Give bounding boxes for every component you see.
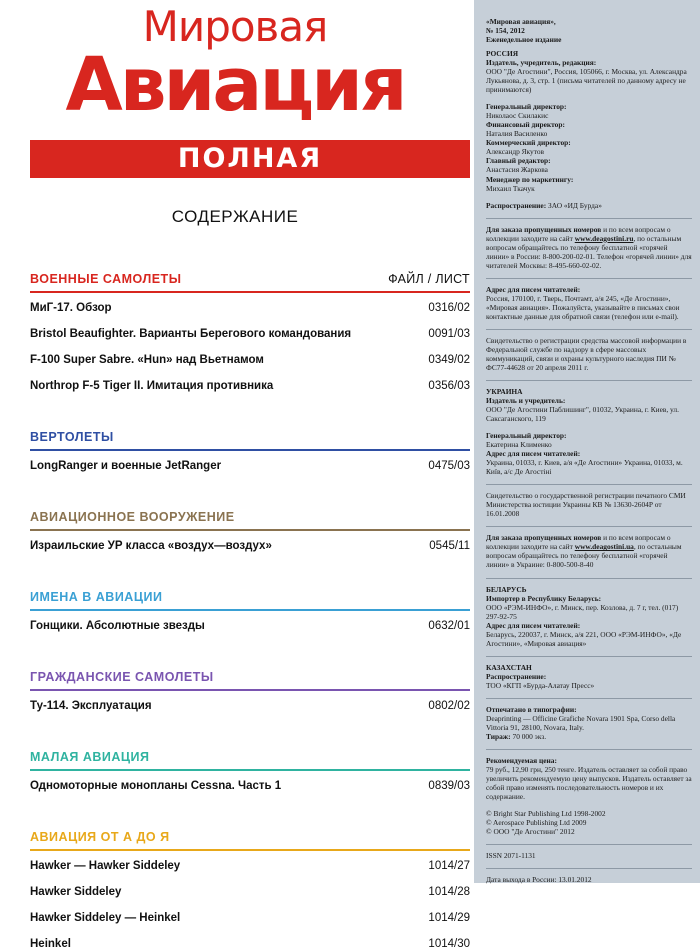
section-heading	[30, 510, 470, 526]
ua-order-heading: Для заказа пропущенных номеров	[486, 533, 602, 543]
entry-file-sheet: 0802/02	[428, 700, 470, 712]
entry-title: МиГ-17. Обзор	[30, 302, 112, 314]
section-rule	[30, 449, 470, 451]
entry-title: Northrop F-5 Tiger II. Имитация противника	[30, 380, 274, 392]
printing-heading: Отпечатано в типографии:	[486, 704, 577, 714]
letters-text: Россия, 170100, г. Тверь, Почтамт, а/я 245, «Де Агостини», «Мировая авиация». Пожалуйста, указывайте в письмах свои контактные данные для обратной связи (телефон или e-mail).	[486, 293, 680, 321]
copyright-3: © ООО "Де Агостини" 2012	[486, 827, 575, 837]
section-heading	[30, 830, 470, 846]
entry-file-sheet: 1014/27	[428, 860, 470, 872]
divider	[486, 698, 692, 699]
logo-title: Авиация	[65, 42, 405, 128]
contents-entry[interactable]	[30, 886, 470, 898]
divider	[486, 380, 692, 381]
ua-order-text-2: , по остальным вопросам обращайтесь по телефону бесплатной «горячей линии» в Украине: 0-800-500-8-40	[486, 542, 682, 570]
divider	[486, 484, 692, 485]
entry-title: F-100 Super Sabre. «Hun» над Вьетнамом	[30, 354, 264, 366]
contents-entry[interactable]	[30, 460, 470, 472]
ua-gd-heading: Генеральный директор:	[486, 431, 567, 441]
publisher-heading: Издатель, учредитель, редакция:	[486, 58, 597, 68]
section-rule	[30, 529, 470, 531]
section-rule	[30, 849, 470, 851]
order-text-2: , по остальным вопросам обращайтесь по телефону бесплатной «горячей линии» в России: 8-800-200-02-01. Телефон «горячей линии» для читателей Москвы: 8-495-660-02-02.	[486, 233, 692, 270]
fd-heading: Финансовый директор:	[486, 120, 565, 130]
entry-title: Одномоторные монопланы Cessna. Часть 1	[30, 780, 282, 792]
column-header: ФАЙЛ / ЛИСТ	[388, 272, 470, 286]
marketing-name: Михаил Ткачук	[486, 183, 535, 193]
entry-title: Израильские УР класса «воздух—воздух»	[30, 540, 272, 552]
distribution-heading: Распространение:	[486, 200, 547, 210]
contents-entry[interactable]	[30, 328, 470, 340]
fd-name: Наталия Василенко	[486, 129, 548, 139]
section-title: АВИАЦИОННОЕ ВООРУЖЕНИЕ	[30, 510, 235, 524]
ua-site-link[interactable]: www.deagostini.ua	[574, 542, 634, 552]
price-text: 79 руб., 12,90 грн, 250 тенге. Издатель оставляет за собой право увеличить рекомендуемую цену выпусков. Издатель оставляет за собой право изменять последовательность номеров и их содержание.	[486, 764, 692, 802]
entry-file-sheet: 1014/29	[428, 912, 470, 924]
print-run-heading: Тираж:	[486, 731, 511, 741]
contents-entry[interactable]	[30, 700, 470, 712]
kd-heading: Коммерческий директор:	[486, 138, 571, 148]
divider	[486, 218, 692, 219]
section-heading	[30, 750, 470, 766]
ua-letters-heading: Адрес для писем читателей:	[486, 449, 581, 459]
entry-file-sheet: 0475/03	[428, 460, 470, 472]
price-heading: Рекомендуемая цена:	[486, 755, 557, 765]
entry-file-sheet: 0632/01	[428, 620, 470, 632]
contents-entry[interactable]	[30, 540, 470, 552]
section-heading	[30, 590, 470, 606]
by-letters-text: Беларусь, 220037, г. Минск, а/я 221, ООО «РЭМ-ИНФО», «Де Агостини», «Мировая авиация»	[486, 629, 682, 648]
contents-entry[interactable]	[30, 380, 470, 392]
divider	[486, 278, 692, 279]
copyright-1: © Bright Star Publishing Ltd 1998-2002	[486, 809, 606, 819]
gd-name: Николаос Скилакис	[486, 111, 549, 121]
entry-title: Ту-114. Эксплуатация	[30, 700, 152, 712]
section-title: ИМЕНА В АВИАЦИИ	[30, 590, 163, 604]
entry-file-sheet: 1014/28	[428, 886, 470, 898]
section-title: ВОЕННЫЕ САМОЛЕТЫ	[30, 272, 182, 286]
logo-subtitle: Мировая	[142, 2, 328, 51]
divider	[486, 578, 692, 579]
entry-title: Гонщики. Абсолютные звезды	[30, 620, 205, 632]
editor-name: Анастасия Жаркова	[486, 165, 548, 175]
ua-order-text: и по всем вопросам о коллекции заходите на сайт	[486, 533, 671, 552]
order-heading: Для заказа пропущенных номеров	[486, 224, 602, 234]
certificate-text: Свидетельство о регистрации средства массовой информации в Федеральной службе по надзору в сфере массовых коммуникаций, связи и охраны культурного наследия ПИ № ФС77-44628 от 20 апреля 2011 г.	[486, 335, 687, 372]
issn: ISSN 2071-1131	[486, 851, 536, 861]
entry-file-sheet: 0091/03	[428, 328, 470, 340]
section-title: ГРАЖДАНСКИЕ САМОЛЕТЫ	[30, 670, 214, 684]
contents-entry[interactable]	[30, 354, 470, 366]
marketing-heading: Менеджер по маркетингу:	[486, 174, 574, 184]
section-rule	[30, 291, 470, 293]
publisher-text: ООО "Де Агостини", Россия, 105066, г. Москва, ул. Александра Лукьянова, д. 3, стр. 1 (письма читателей по данному адресу не принимаются)	[486, 67, 687, 95]
contents-entry[interactable]	[30, 912, 470, 924]
divider	[486, 868, 692, 869]
contents-title: СОДЕРЖАНИЕ	[171, 207, 299, 226]
copyright-2: © Aerospace Publishing Ltd 2009	[486, 818, 587, 828]
ukraine-heading: УКРАИНА	[486, 387, 523, 396]
section-rule	[30, 689, 470, 691]
entry-file-sheet: 0545/11	[429, 540, 470, 552]
printing-text: Deaprinting — Officine Grafiche Novara 1901 Spa, Corso della Vittoria 91, 28100, Novara, Italy.	[486, 713, 676, 732]
gd-heading: Генеральный директор:	[486, 102, 567, 112]
section-rule	[30, 609, 470, 611]
by-importer-text: ООО «РЭМ-ИНФО», г. Минск, пер. Козлова, д. 7 г, тел. (017) 297-92-75	[486, 602, 679, 621]
entry-title: Hawker Siddeley	[30, 886, 122, 898]
imprint-panel	[474, 0, 700, 883]
kz-distribution-text: ТОО «КГП «Бурда-Алатау Пресс»	[486, 680, 595, 690]
by-letters-heading: Адрес для писем читателей:	[486, 620, 581, 630]
section-title: МАЛАЯ АВИАЦИЯ	[30, 750, 150, 764]
entry-title: LongRanger и военные JetRanger	[30, 460, 222, 472]
section-heading	[30, 430, 470, 446]
magazine-name: «Мировая авиация»,	[486, 17, 556, 26]
kazakhstan-heading: КАЗАХСТАН	[486, 662, 532, 672]
ua-publisher-text: ООО "Де Агостини Паблишинг", 01032, Украина, г. Киев, ул. Саксаганского, 119	[486, 405, 679, 424]
contents-entry[interactable]	[30, 780, 470, 792]
ua-certificate-text: Свидетельство о государственной регистрации печатного СМИ Министерства юстиции Украины КВ № 13630-2604Р от 16.01.2008	[486, 491, 686, 519]
entry-title: Bristol Beaufighter. Варианты Берегового командования	[30, 328, 352, 340]
contents-entry[interactable]	[30, 938, 470, 950]
ua-publisher-heading: Издатель и учредитель:	[486, 396, 566, 406]
entry-title: Hawker Siddeley — Heinkel	[30, 912, 181, 924]
entry-title: Hawker — Hawker Siddeley	[30, 860, 181, 872]
divider	[486, 656, 692, 657]
section-title: ВЕРТОЛЕТЫ	[30, 430, 114, 444]
letters-heading: Адрес для писем читателей:	[486, 284, 581, 294]
issue-frequency: Еженедельное издание	[486, 35, 562, 45]
issue-number: № 154, 2012	[486, 26, 525, 36]
divider	[486, 526, 692, 527]
section-heading	[30, 670, 470, 686]
russia-heading: РОССИЯ	[486, 49, 519, 59]
divider	[486, 329, 692, 330]
entry-file-sheet: 0349/02	[428, 354, 470, 366]
section-rule	[30, 769, 470, 771]
print-run-text: 70 000 экз.	[512, 731, 547, 741]
contents-entry[interactable]	[30, 620, 470, 632]
by-importer-heading: Импортер в Республику Беларусь:	[486, 593, 602, 603]
order-text: и по всем вопросам о коллекции заходите на сайт	[486, 224, 671, 243]
entry-file-sheet: 0839/03	[428, 780, 470, 792]
distribution-text: ЗАО «ИД Бурда»	[548, 200, 602, 210]
logo-band: ПОЛНАЯ ЭНЦИКЛОПЕДИЯ	[30, 140, 470, 178]
entry-file-sheet: 0356/03	[428, 380, 470, 392]
entry-title: Heinkel	[30, 938, 71, 950]
ua-gd-name: Екатерина Клименко	[486, 440, 552, 450]
divider	[486, 844, 692, 845]
kd-name: Александр Якутов	[486, 147, 545, 157]
divider	[486, 749, 692, 750]
entry-file-sheet: 0316/02	[428, 302, 470, 314]
entry-file-sheet: 1014/30	[428, 938, 470, 950]
release-date: Дата выхода в России: 13.01.2012	[486, 875, 592, 885]
belarus-heading: БЕЛАРУСЬ	[486, 584, 527, 594]
section-heading	[30, 272, 470, 288]
editor-heading: Главный редактор:	[486, 156, 551, 166]
ua-letters-text: Украина, 01033, г. Киев, а/я «Де Агостини» Украина, 01033, м. Київ, а/с Де Агостiнi	[486, 458, 683, 477]
contents-entry[interactable]	[30, 302, 470, 314]
site-link[interactable]: www.deagostini.ru	[574, 233, 634, 243]
kz-distribution-heading: Распространение:	[486, 671, 547, 681]
section-title: АВИАЦИЯ ОТ А ДО Я	[30, 830, 170, 844]
contents-entry[interactable]	[30, 860, 470, 872]
